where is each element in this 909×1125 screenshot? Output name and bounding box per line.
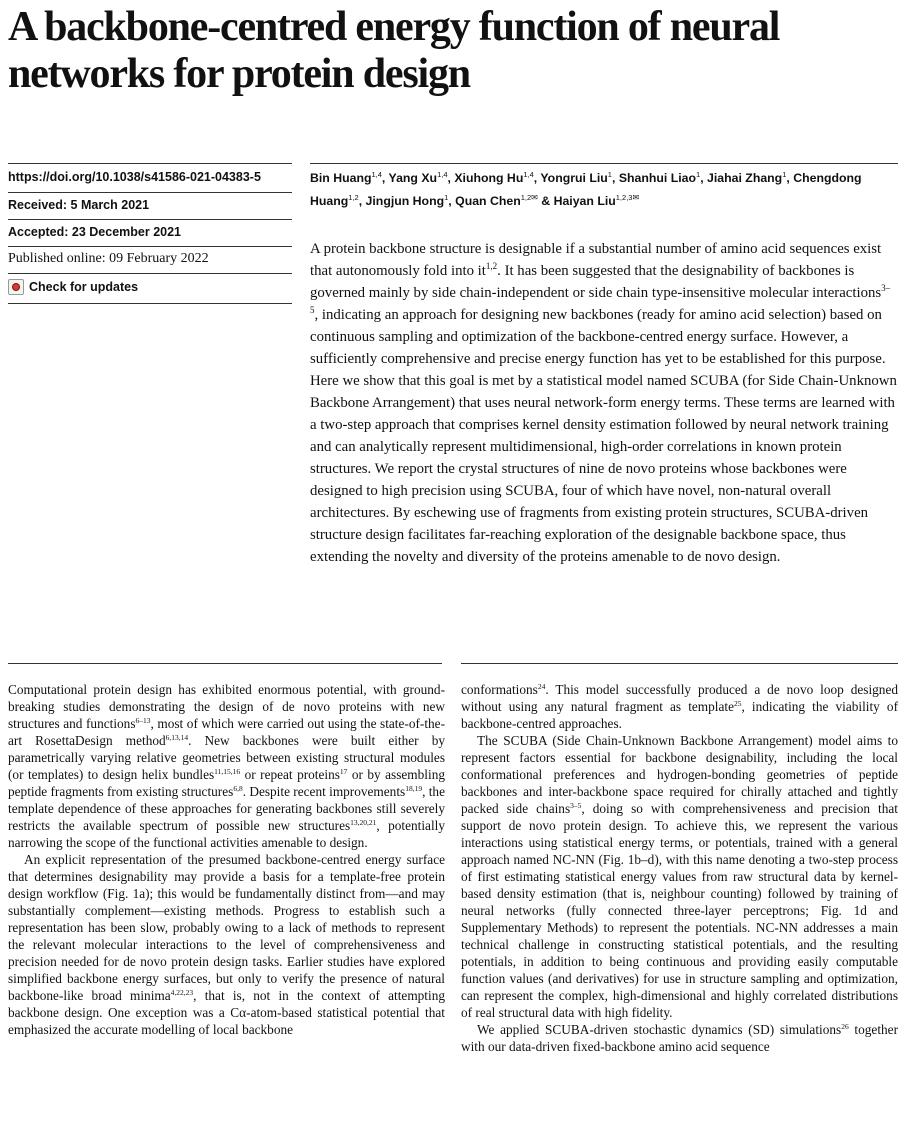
author-name[interactable]: Jiahai Zhang [707, 171, 783, 185]
author-affiliation: 1 [782, 170, 787, 179]
citation-ref[interactable]: 3–5 [310, 283, 891, 315]
citation-ref[interactable]: 17 [339, 767, 348, 776]
author-name[interactable]: Yang Xu [388, 171, 438, 185]
citation-ref[interactable]: 4,22,23 [170, 988, 194, 997]
abstract-divider-right [461, 663, 898, 664]
author-affiliation: 1,4 [371, 170, 382, 179]
author-affiliation: 1,4 [437, 170, 448, 179]
author-name[interactable]: Quan Chen [455, 194, 521, 208]
published-date: Published online: 09 February 2022 [8, 251, 209, 266]
author-affiliation: 1,2 [348, 193, 359, 202]
author-name[interactable]: Shanhui Liao [618, 171, 697, 185]
citation-ref[interactable]: 6–13 [135, 716, 151, 725]
accepted-date: Accepted: 23 December 2021 [8, 225, 182, 239]
author-affiliation: 1 [607, 170, 612, 179]
meta-divider [8, 219, 292, 220]
citation-ref[interactable]: 11,15,16 [214, 767, 241, 776]
citation-ref[interactable]: 6,8 [233, 784, 243, 793]
citation-ref[interactable]: 24 [537, 682, 546, 691]
author-name[interactable]: Yongrui Liu [540, 171, 608, 185]
meta-divider [8, 273, 292, 274]
author-name[interactable]: Haiyan Liu [553, 194, 616, 208]
author-name[interactable]: Chengdong Huang [310, 171, 862, 208]
meta-divider [8, 303, 292, 304]
citation-ref[interactable]: 1,2 [485, 261, 498, 271]
author-affiliation: 1,2,3 [615, 193, 633, 202]
header-divider-right [310, 163, 898, 164]
article-title: A backbone-centred energy function of neural networks for protein design [8, 4, 780, 97]
meta-divider [8, 192, 292, 193]
author-name[interactable]: Xiuhong Hu [454, 171, 524, 185]
author-affiliation: 1,4 [523, 170, 534, 179]
citation-ref[interactable]: 25 [733, 699, 742, 708]
citation-ref[interactable]: 3–5 [570, 801, 582, 810]
citation-ref[interactable]: 26 [841, 1022, 849, 1031]
received-date: Received: 5 March 2021 [8, 198, 150, 212]
header-divider-left [8, 163, 292, 164]
doi-link[interactable]: https://doi.org/10.1038/s41586-021-04383-5 [8, 170, 261, 184]
author-affiliation: 1 [696, 170, 701, 179]
citation-ref[interactable]: 18,19 [405, 784, 423, 793]
meta-divider [8, 246, 292, 247]
check-updates-label: Check for updates [29, 280, 139, 294]
body-paragraph: conformations$^{24}$. This model successfully produced a de novo loop designed without using any natural fragment as template$^{25}$, indicating the viability of backbone-centred approaches. [461, 682, 899, 731]
body-column-left [8, 681, 445, 1038]
body-paragraph: An explicit representation of the presumed backbone-centred energy surface that determines designability may provide a basis for a template-free protein design workflow (Fig. 1a); this would be fundamentally distinct from—and may substantially complement—existing methods. Progress to establish such a representation has been slow, probably owing to a lack of methods to represent the relevant molecular interactions to the level of comprehensiveness and precision needed for de novo protein design tasks. Earlier studies have explored simplified backbone energy surfaces, but only to verify the presence of natural backbone-like broad minima$^{4,22,23}$, that is, not in the context of attempting backbone design. One exception was a Cα-atom-based statistical potential that emphasized the accurate modelling of local backbone [8, 852, 445, 1037]
mail-icon[interactable]: ✉ [531, 193, 538, 202]
author-list: Bin Huang$^{1,4}$, Yang Xu$^{1,4}$, Xiuhong Hu$^{1,4}$, Yongrui Liu$^1$, Shanhui Liao$^1$, Jiahai Zhang$^1$, Chengdong Huang$^{1,2}$, Jingjun Hong$^1$, Quan Chen$^{1,2✉}$ & Haiyan Liu$^{1,2,3✉}$ [310, 170, 862, 208]
abstract-divider-left [8, 663, 442, 664]
body-column-right [461, 681, 898, 1055]
citation-ref[interactable]: 13,20,21 [350, 818, 377, 827]
author-name[interactable]: Jingjun Hong [365, 194, 445, 208]
abstract: A protein backbone structure is designable if a substantial number of amino acid sequences exist that autonomously fold into it$^{1,2}$. It has been suggested that the designability of backbones is governed mainly by side chain-independent or side chain type-insensitive molecular interactions$^{3-5}$, indicating an approach for designing new backbones (ready for amino acid selection) based on continuous sampling and optimization of the backbone-centred energy surface. However, a sufficiently comprehensive and precise energy function has yet to be established for this purpose. Here we show that this goal is met by a statistical model named SCUBA (for Side Chain-Unknown Backbone Arrangement) that uses neural network-form energy terms. These terms are learned with a two-step approach that comprises kernel density estimation followed by neural network training and can analytically represent multidimensional, high-order correlations in known protein structures. We report the crystal structures of nine de novo proteins whose backbones were designed to high precision using SCUBA, four of which have novel, non-natural overall architectures. By eschewing use of fragments from existing protein structures, SCUBA-driven structure design facilitates far-reaching exploration of the designable backbone space, thus extending the novelty and diversity of the proteins amenable to de novo design. [310, 241, 897, 565]
mail-icon[interactable]: ✉ [632, 193, 640, 202]
body-paragraph: The SCUBA (Side Chain-Unknown Backbone Arrangement) model aims to represent factors essential for backbone designability, including the local conformational preferences and hydrogen-bonding geometries of peptide backbones and inter-backbone space required for chirally attached and tightly packed side chains$^{3-5}$, doing so with comprehensiveness and precision that support de novo protein design. To achieve this, we represent the various interactions using statistical energy terms, or potentials, trained with a general approach named NC-NN (Fig. 1b–d), with this name denoting a two-step process of first estimating statistical energy values from raw structural data by kernel-based density estimation (that is, neighbour counting) followed by training of neural networks (fully connected three-layer perceptrons; Fig. 1d and Supplementary Methods) to represent the potentials. NC-NN addresses a main technical challenge in constructing statistical potentials, and the resulting potentials, in addition to being continuous and providing easily computable function values (and derivatives) for use in structure sampling and optimization, can represent the complex, high-dimensional and highly correlated distributions of real structural data with high fidelity. [461, 733, 898, 1020]
author-affiliation: 1 [444, 193, 449, 202]
body-paragraph: We applied SCUBA-driven stochastic dynamics (SD) simulations$^{26}$ together with our data-driven fixed-backbone amino acid sequence [461, 1022, 898, 1054]
author-name[interactable]: Bin Huang [310, 171, 372, 185]
check-for-updates-button[interactable] [8, 279, 293, 295]
body-paragraph: Computational protein design has exhibited enormous potential, with ground-breaking studies demonstrating the design of de novo proteins with new structures and functions$^{6-13}$, most of which were carried out using the state-of-the-art RosettaDesign method$^{6,13,14}$. New backbones were built either by parametrically varying relative geometries between existing structural modules (or templates) to design helix bundles$^{11,15,16}$ or repeat proteins$^{17}$ or by assembling peptide fragments from existing structures$^{6,8}$. Despite recent improvements$^{18,19}$, the template dependence of these approaches for generating backbones still severely restricts the available spectrum of possible new structures$^{13,20,21}$, potentially narrowing the scope of the functional activities amenable to design. [8, 682, 446, 850]
author-affiliation: 1,2 [520, 193, 532, 202]
check-updates-icon [8, 279, 24, 295]
citation-ref[interactable]: 6,13,14 [165, 733, 189, 742]
